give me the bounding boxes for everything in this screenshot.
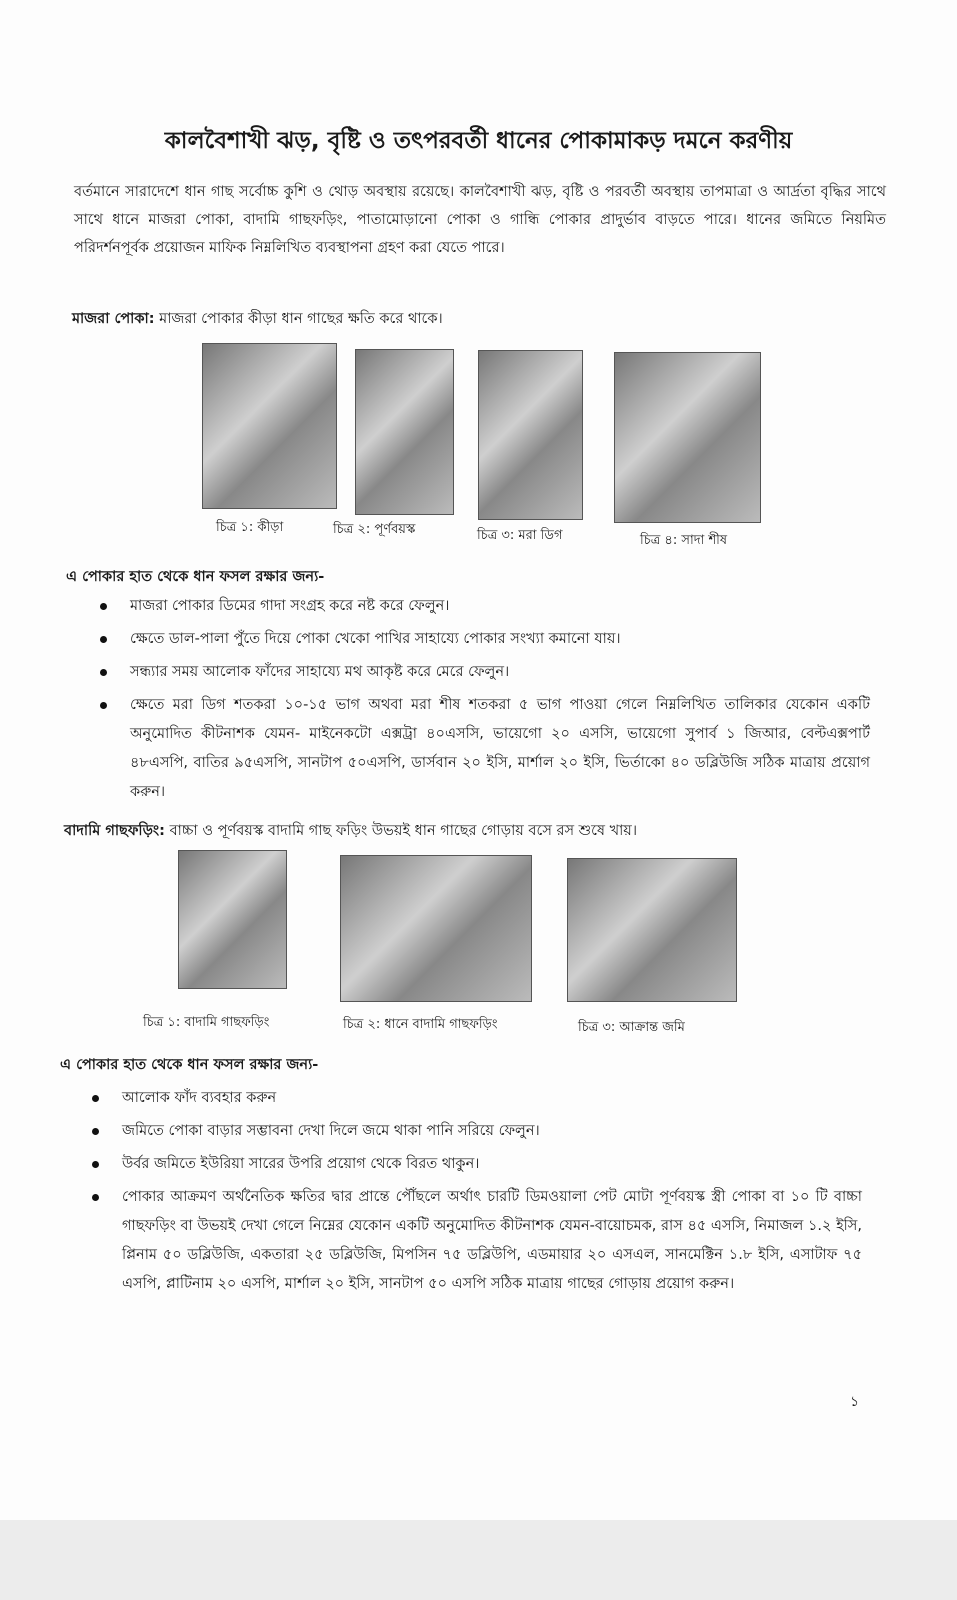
intro-paragraph: বর্তমানে সারাদেশে ধান গাছ সর্বোচ্চ কুশি ও থোড় অবস্থায় রয়েছে। কালবৈশাখী ঝড়, বৃষ্টি ও পরবর্তী অবস্থায় তাপমাত্রা ও আর্দ্রতা বৃদ্ধির সাথে সাথে ধানে মাজরা পোকা, বাদামি গাছফড়িং, পাতামোড়ানো পোকা ও গান্ধি পোকার প্রাদুর্ভাব বাড়তে পারে। ধানের জমিতে নিয়মিত পরিদর্শনপূর্বক প্রয়োজন মাফিক নিম্নলিখিত ব্যবস্থাপনা গ্রহণ করা যেতে পারে। — [74, 184, 886, 256]
list-item: উর্বর জমিতে ইউরিয়া সারের উপরি প্রয়োগ থেকে বিরত থাকুন। — [122, 1150, 862, 1179]
figure-caption: চিত্র ১: কীড়া — [216, 520, 284, 535]
list-item: ক্ষেতে মরা ডিগ শতকরা ১০-১৫ ভাগ অথবা মরা শীষ শতকরা ৫ ভাগ পাওয়া গেলে নিম্নলিখিত তালিকার যেকোন একটি অনুমোদিত কীটনাশক যেমন- মাইনেকটো এক্সট্রা ৪০এসসি, ভায়েগো ২০ এসসি, ভায়েগো সুপার্ব ১ জিআর, বেল্টএক্সপার্ট ৪৮এসপি, বাতির ৯৫এসপি, সানটাপ ৫০এসপি, ডার্সবান ২০ ইসি, মার্শাল ২০ ইসি, ভির্তাকো ৪০ ডব্লিউজি সঠিক মাত্রায় প্রয়োগ করুন। — [130, 691, 870, 807]
stem-borer-label — [72, 308, 443, 332]
bph-insect-image — [178, 850, 287, 989]
list-item: জমিতে পোকা বাড়ার সম্ভাবনা দেখা দিলে জমে থাকা পানি সরিয়ে ফেলুন। — [122, 1117, 862, 1146]
page-title: কালবৈশাখী ঝড়, বৃষ্টি ও তৎপরবর্তী ধানের পোকামাকড় দমনে করণীয় — [164, 128, 793, 154]
figure-caption: চিত্র ৩: আক্রান্ত জমি — [578, 1020, 685, 1035]
bottom-margin-strip — [0, 1520, 957, 1600]
page-number: ১ — [850, 1394, 860, 1410]
bph-control-list — [122, 1084, 862, 1303]
figure-caption: চিত্র ৪: সাদা শীষ — [640, 533, 728, 548]
list-item: পোকার আক্রমণ অর্থনৈতিক ক্ষতির দ্বার প্রান্তে পৌঁছলে অর্থাৎ চারটি ডিমওয়ালা পেট মোটা পূর্ণবয়স্ক স্ত্রী পোকা বা ১০ টি বাচ্চা গাছফড়িং বা উভয়ই দেখা গেলে নিম্নের যেকোন একটি অনুমোদিত কীটনাশক যেমন-বায়োচমক, রাস ৪৫ এসসি, নিমাজল ১.২ ইসি, প্লিনাম ৫০ ডব্লিউজি, একতারা ২৫ ডব্লিউজি, মিপসিন ৭৫ ডব্লিউপি, এডমায়ার ২০ এসএল, সানমেক্টিন ১.৮ ইসি, এসাটাফ ৭৫ এসপি, প্লাটিনাম ২০ এসপি, মার্শাল ২০ ইসি, সানটাপ ৫০ এসপি সঠিক মাত্রায় গাছের গোড়ায় প্রয়োগ করুন। — [122, 1183, 862, 1299]
figure-caption: চিত্র ২: ধানে বাদামি গাছফড়িং — [343, 1017, 498, 1032]
stem-borer-control-list — [130, 592, 870, 811]
bph-desc: বাচ্চা ও পূর্ণবয়স্ক বাদামি গাছ ফড়িং উভয়ই ধান গাছের গোড়ায় বসে রস শুষে খায়। — [169, 823, 638, 839]
bph-name: বাদামি গাছফড়িং: — [64, 823, 165, 839]
larva-image — [202, 343, 337, 509]
list-item: সন্ধ্যার সময় আলোক ফাঁদের সাহায্যে মথ আকৃষ্ট করে মেরে ফেলুন। — [130, 658, 870, 687]
stem-borer-control-heading: এ পোকার হাত থেকে ধান ফসল রক্ষার জন্য- — [66, 569, 325, 585]
figure-caption: চিত্র ২: পূর্ণবয়স্ক — [333, 522, 416, 537]
figure-caption: চিত্র ১: বাদামি গাছফড়িং — [143, 1015, 270, 1030]
adult-moth-image — [355, 349, 454, 515]
list-item: ক্ষেতে ডাল-পালা পুঁতে দিয়ে পোকা খেকো পাখির সাহায্যে পোকার সংখ্যা কমানো যায়। — [130, 625, 870, 654]
dead-heart-image — [478, 350, 583, 520]
list-item: মাজরা পোকার ডিমের গাদা সংগ্রহ করে নষ্ট করে ফেলুন। — [130, 592, 870, 621]
figure-caption: চিত্র ৩: মরা ডিগ — [477, 528, 563, 543]
stem-borer-desc: মাজরা পোকার কীড়া ধান গাছের ক্ষতি করে থাকে। — [159, 311, 443, 327]
infested-field-image — [567, 858, 737, 1002]
white-head-image — [614, 352, 761, 523]
stem-borer-name: মাজরা পোকা: — [72, 311, 155, 327]
bph-on-rice-image — [340, 855, 532, 1002]
bph-control-heading: এ পোকার হাত থেকে ধান ফসল রক্ষার জন্য- — [60, 1057, 319, 1073]
list-item: আলোক ফাঁদ ব্যবহার করুন — [122, 1084, 862, 1113]
bph-label — [64, 820, 637, 844]
